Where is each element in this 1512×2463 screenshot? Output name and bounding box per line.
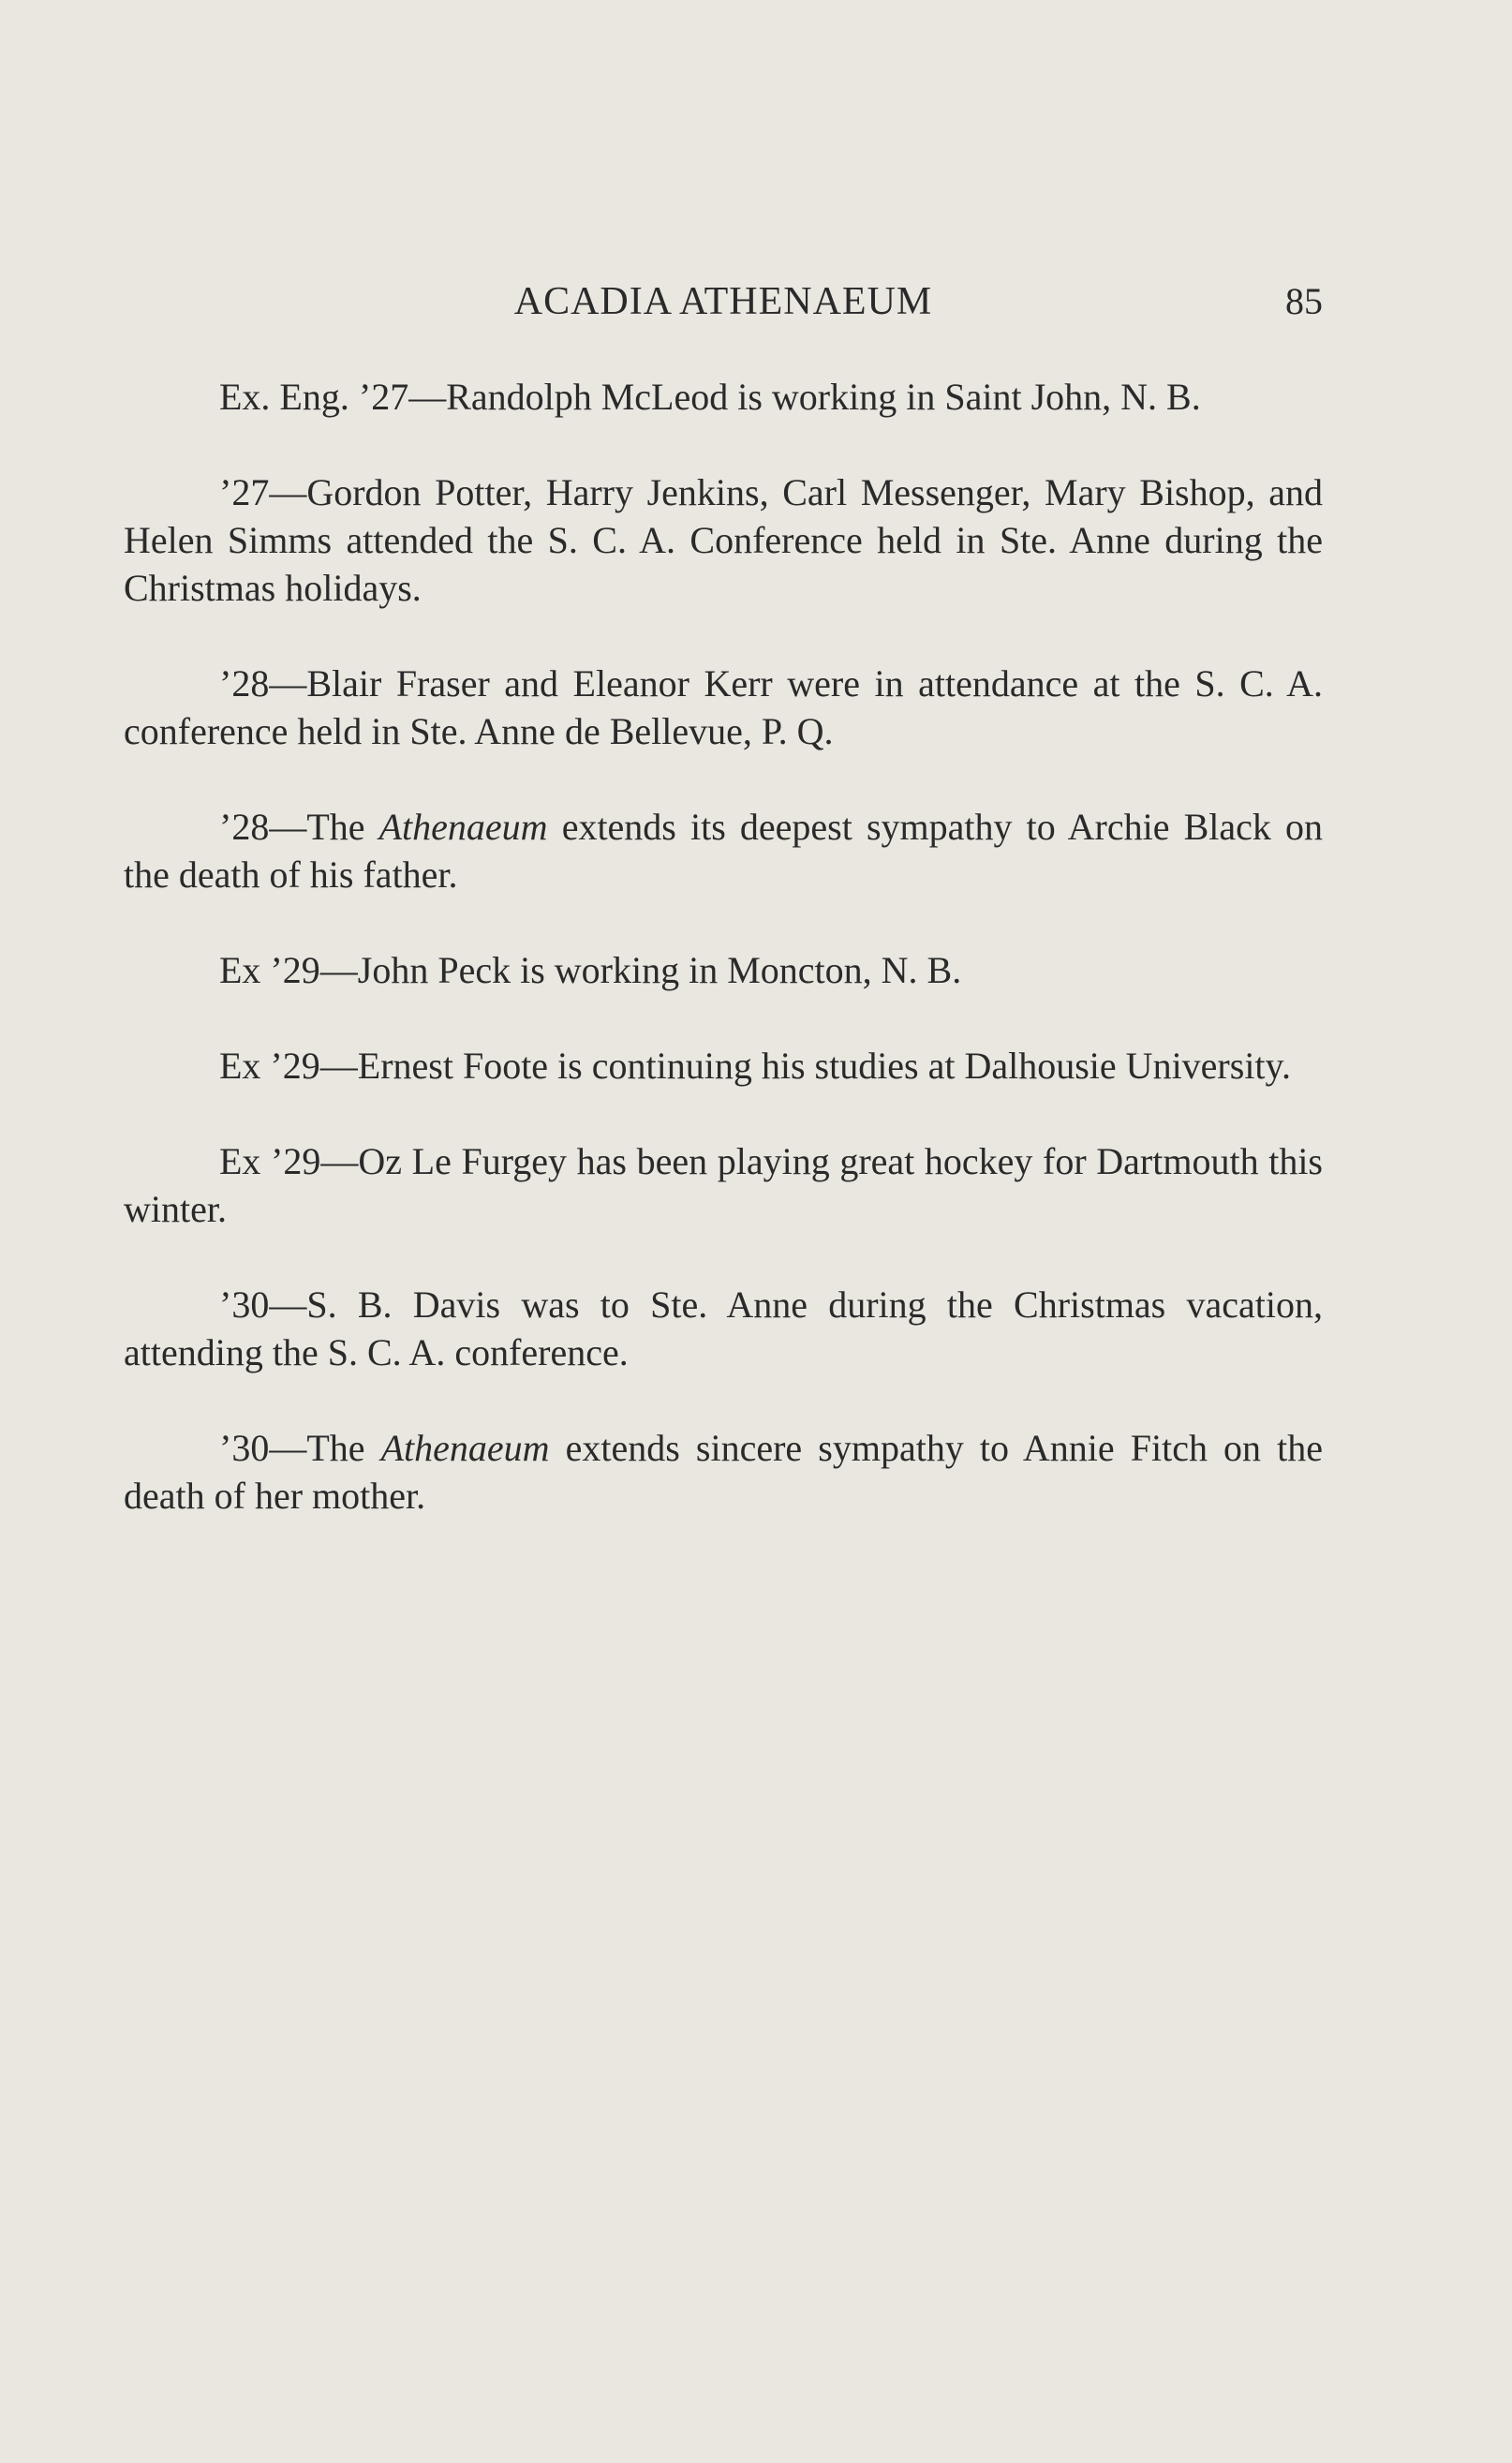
page-header <box>124 274 1323 330</box>
note-entry: Ex ’29—Ernest Foote is continuing his studies at Dalhousie University. <box>219 1045 1291 1087</box>
note-entry: Ex. Eng. ’27—Randolph McLeod is working in Saint John, N. B. <box>219 376 1201 418</box>
note-text: ’30—The <box>219 1427 381 1469</box>
alumni-notes <box>124 373 1323 1567</box>
note-entry: Ex ’29—John Peck is working in Moncton, N. B. <box>219 949 962 991</box>
running-title: ACADIA ATHENAEUM <box>513 280 933 323</box>
page-number: 85 <box>1285 280 1323 322</box>
note-text: ’28—The <box>219 806 379 848</box>
note-entry <box>124 803 1323 898</box>
note-entry: ’28—Blair Fraser and Eleanor Kerr were in attendance at the S. C. A. conference held in Ste. Anne de Bellevue, P. Q. <box>124 662 1323 752</box>
note-entry: ’30—S. B. Davis was to Ste. Anne during the Christmas vacation, attending the S. C. A. conference. <box>124 1283 1323 1373</box>
note-text: extends sincere sympathy to Annie Fitch on the death of her mother. <box>124 1427 1324 1517</box>
note-entry: ’27—Gordon Potter, Harry Jenkins, Carl Messenger, Mary Bishop, and Helen Simms attended the S. C. A. Conference held in Ste. Anne during the Christmas holidays. <box>124 471 1323 609</box>
note-text: extends its deepest sympathy to Archie Black on the death of his father. <box>124 806 1323 896</box>
note-entry: Ex ’29—Oz Le Furgey has been playing great hockey for Dartmouth this winter. <box>124 1140 1323 1230</box>
publication-name: Athenaeum <box>380 1427 550 1469</box>
publication-name: Athenaeum <box>378 806 548 848</box>
note-entry <box>124 1424 1323 1520</box>
